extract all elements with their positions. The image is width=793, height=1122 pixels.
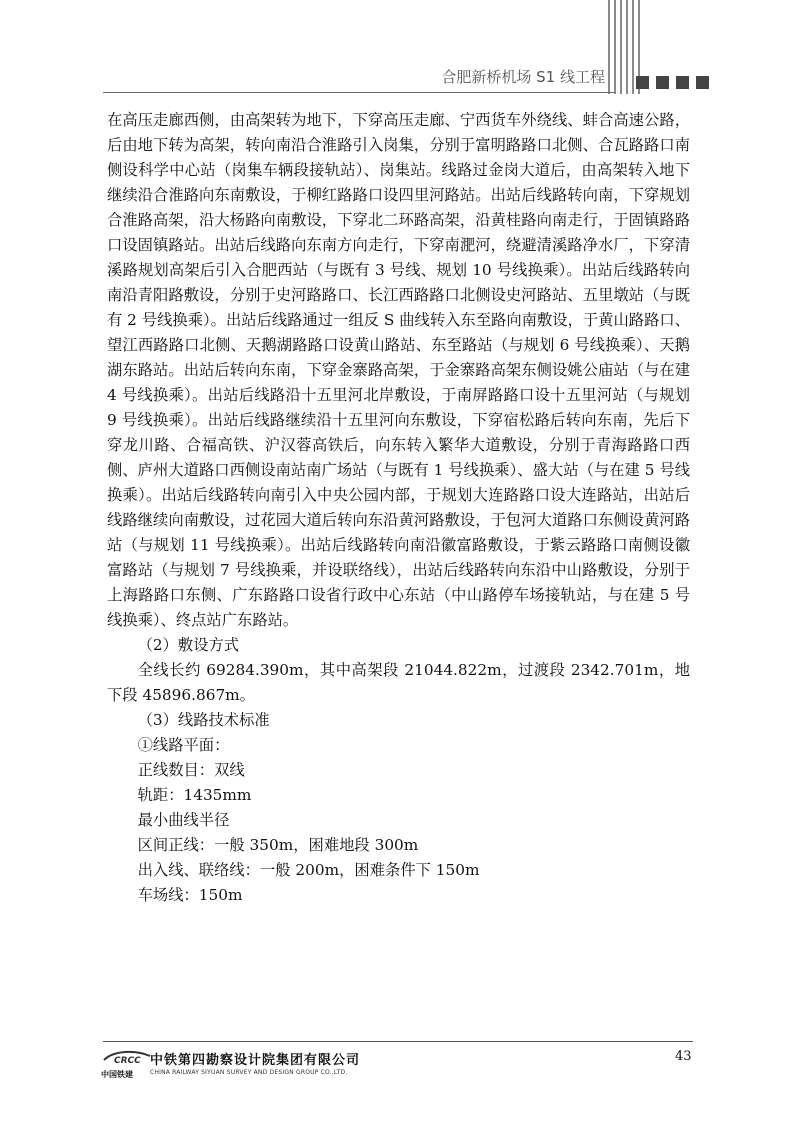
footer-rule <box>103 1041 693 1042</box>
spec-gauge: 轨距：1435mm <box>137 786 252 804</box>
company-name-cn: 中铁第四勘察设计院集团有限公司 <box>150 1053 361 1068</box>
spec-min-radius: 最小曲线半径 <box>137 811 230 829</box>
page-body <box>107 108 690 908</box>
logo-caption: 中国铁建 <box>101 1070 133 1079</box>
section-heading-laying-method: （2）敷设方式 <box>137 636 240 654</box>
spec-entry-connecting-lines: 出入线、联络线：一般 200m，困难条件下 150m <box>137 861 480 879</box>
header-title: 合肥新桥机场 S1 线工程 <box>441 68 605 86</box>
company-name-en: CHINA RAILWAY SIYUAN SURVEY AND DESIGN GROUP CO.,LTD. <box>150 1069 348 1076</box>
subheading-plane: ①线路平面： <box>137 736 230 754</box>
spec-section-mainline: 区间正线：一般 350m，困难地段 300m <box>137 836 419 854</box>
spec-yard-lines: 车场线：150m <box>137 886 243 904</box>
section-heading-technical-standards: （3）线路技术标准 <box>137 711 270 729</box>
header-rule <box>103 92 615 93</box>
spec-line-count: 正线数目：双线 <box>137 761 245 779</box>
header-blocks <box>636 74 716 87</box>
page-number: 43 <box>675 1049 692 1064</box>
body-paragraph-route: 在高压走廊西侧，由高架转为地下，下穿高压走廊、宁西货车外绕线、蚌合高速公路，后由地下转为高架，转向南沿合淮路引入岗集，分别于富明路路口北侧、合瓦路路口南侧设科学中心站（岗集车辆段接轨站）、岗集站。线路过金岗大道后，由高架转入地下继续沿合淮路向东南敷设，于柳红路路口设四里河路站。出站后线路转向南，下穿规划合淮路高架，沿大杨路向南敷设，下穿北二环路高架，沿黄桂路向南走行，于固镇路路口设固镇路站。出站后线路向东南方向走行，下穿南淝河，绕避清溪路净水厂，下穿清溪路规划高架后引入合肥西站（与既有 3 号线、规划 10 号线换乘）。出站后线路转向南沿青阳路敷设，分别于史河路路口、长江西路路口北侧设史河路站、五里墩站（与既有 2 号线换乘）。出站后线路通过一组反 S 曲线转入东至路向南敷设，于黄山路路口、望江西路路口北侧、天鹅湖路路口设黄山路站、东至路站（与规划 6 号线换乘）、天鹅湖东路站。出站后转向东南，下穿金寨路高架，于金寨路高架东侧设姚公庙站（与在建 4 号线换乘）。出站后线路沿十五里河北岸敷设，于南屏路路口设十五里河站（与规划 9 号线换乘）。出站后线路继续沿十五里河向东敷设，下穿宿松路后转向东南，先后下穿龙川路、合福高铁、沪汉蓉高铁后，向东转入繁华大道敷设，分别于青海路路口西侧、庐州大道路口西侧设南站南广场站（与既有 1 号线换乘）、盛大站（与在建 5 号线换乘）。出站后线路转向南引入中央公园内部，于规划大连路路口设大连路站，出站后线路继续向南敷设，过花园大道后转向东沿黄河路敷设，于包河大道路口东侧设黄河路站（与规划 11 号线换乘）。出站后线路转向南沿徽富路敷设，于紫云路路口南侧设徽富路站（与规划 7 号线换乘，并设联络线），出站后线路转向东沿中山路敷设，分别于上海路路口东侧、广东路路口设省行政中心东站（中山路停车场接轨站，与在建 5 号线换乘）、终点站广东路站。 <box>107 111 690 629</box>
svg-text:CRCC: CRCC <box>114 1056 141 1066</box>
body-paragraph-length: 全线长约 69284.390m，其中高架段 21044.822m，过渡段 2342.701m，地下段 45896.867m。 <box>107 661 690 704</box>
